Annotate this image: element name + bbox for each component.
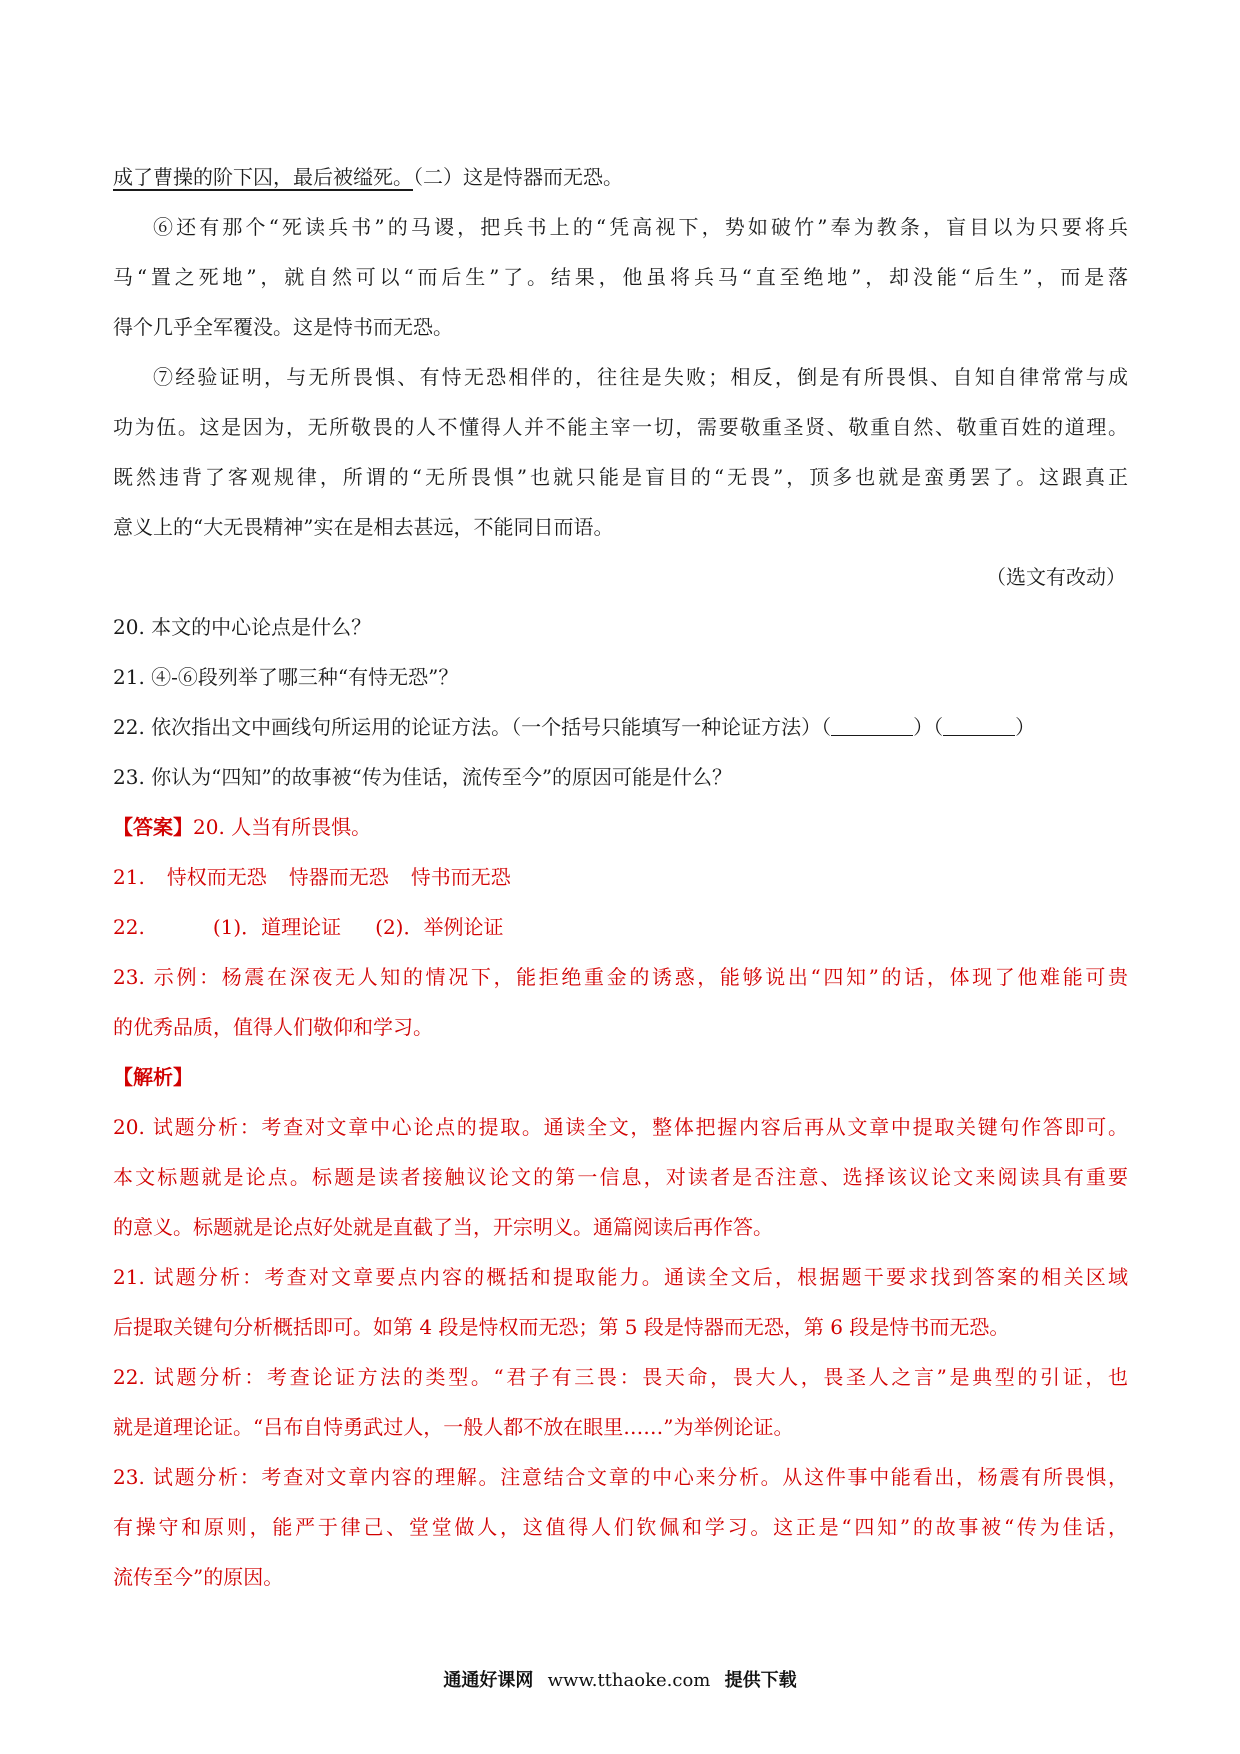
- answer-blank-1: [831, 713, 913, 736]
- answer-21-num: 21.: [113, 865, 145, 889]
- document-body: [113, 152, 1128, 1602]
- analysis-20-line2: 本文标题就是论点。标题是读者接触议论文的第一信息，对读者是否注意、选择该议论文来阅读具有重要: [113, 1165, 1128, 1189]
- analysis-23-line2: 有操守和原则，能严于律己、堂堂做人，这值得人们钦佩和学习。这正是“四知”的故事被“传为佳话，: [113, 1515, 1128, 1539]
- answer-22-item-1: (1)．道理论证: [212, 915, 342, 939]
- question-22-text: 22. 依次指出文中画线句所运用的论证方法。（一个括号只能填写一种论证方法）（: [113, 715, 832, 739]
- analysis-label: 【解析】: [113, 1065, 193, 1089]
- answer-20-text: 20. 人当有所畏惧。: [193, 815, 372, 839]
- passage-p7-line2: 功为伍。这是因为，无所敬畏的人不懂得人并不能主宰一切，需要敬重圣贤、敬重自然、敬重百姓的道理。: [113, 415, 1128, 439]
- answer-21-item-1: 恃权而无恐: [166, 865, 267, 889]
- page-footer: [0, 1666, 1240, 1692]
- analysis-23-line1: 23. 试题分析：考查对文章内容的理解。注意结合文章的中心来分析。从这件事中能看出，杨震有所畏惧，: [113, 1465, 1128, 1489]
- analysis-20-line3: 的意义。标题就是论点好处就是直截了当，开宗明义。通篇阅读后再作答。: [113, 1215, 773, 1239]
- question-21: 21. ④-⑥段列举了哪三种“有恃无恐”？: [113, 665, 459, 689]
- answer-22-num: 22.: [113, 915, 145, 939]
- analysis-22-line1: 22. 试题分析：考查论证方法的类型。“君子有三畏：畏天命，畏大人，畏圣人之言”是典型的引证，也: [113, 1365, 1128, 1389]
- answer-22-item-2: (2)．举例论证: [375, 915, 504, 939]
- answer-21-item-2: 恃器而无恐: [288, 865, 389, 889]
- answer-22: [113, 902, 1128, 952]
- question-22: [113, 702, 1128, 752]
- answer-21-item-3: 恃书而无恐: [410, 865, 511, 889]
- answer-23-line1: 23. 示例：杨震在深夜无人知的情况下，能拒绝重金的诱惑，能够说出“四知”的话，体现了他难能可贵: [113, 965, 1128, 989]
- footer-suffix: 提供下载: [724, 1670, 797, 1691]
- analysis-23-line3: 流传至今”的原因。: [113, 1565, 284, 1589]
- footer-url-link[interactable]: www.tthaoke.com: [547, 1670, 711, 1691]
- question-22-mid: ）（: [913, 715, 944, 739]
- passage-p6-line2: 马“置之死地”，就自然可以“而后生”了。结果，他虽将兵马“直至绝地”，却没能“后生”，而是落: [113, 265, 1128, 289]
- question-20: 20. 本文的中心论点是什么？: [113, 615, 372, 639]
- answer-21: [113, 852, 1128, 902]
- analysis-21-line1: 21. 试题分析：考查对文章要点内容的概括和提取能力。通读全文后，根据题干要求找到答案的相关区域: [113, 1265, 1128, 1289]
- passage-p6-line1: ⑥还有那个“死读兵书”的马谡，把兵书上的“凭高视下，势如破竹”奉为教条，盲目以为只要将兵: [153, 215, 1128, 239]
- question-22-end: ）: [1015, 715, 1036, 739]
- passage-p7-line4: 意义上的“大无畏精神”实在是相去甚远，不能同日而语。: [113, 515, 614, 539]
- passage-p7-line1: ⑦经验证明，与无所畏惧、有恃无恐相伴的，往往是失败；相反，倒是有所畏惧、自知自律常常与成: [153, 365, 1128, 389]
- answer-label: 【答案】: [113, 815, 193, 839]
- passage-p6-line3: 得个几乎全军覆没。这是恃书而无恐。: [113, 315, 453, 339]
- question-23: 23. 你认为“四知”的故事被“传为佳话，流传至今”的原因可能是什么？: [113, 765, 733, 789]
- answer-20: [113, 802, 1128, 852]
- passage-p5-tail: （二）这是恃器而无恐。: [413, 165, 623, 189]
- analysis-22-line2: 就是道理论证。“吕布自恃勇武过人，一般人都不放在眼里……”为举例论证。: [113, 1415, 794, 1439]
- passage-p7-line3: 既然违背了客观规律，所谓的“无所畏惧”也就只能是盲目的“无畏”，顶多也就是蛮勇罢了。这跟真正: [113, 465, 1128, 489]
- answer-23-line2: 的优秀品质，值得人们敬仰和学习。: [113, 1015, 433, 1039]
- underlined-sentence: 成了曹操的阶下囚，最后被缢死。: [113, 165, 413, 189]
- analysis-21-line2: 后提取关键句分析概括即可。如第 4 段是恃权而无恐；第 5 段是恃器而无恐，第 6 段是恃书而无恐。: [113, 1315, 1010, 1339]
- footer-site-name: 通通好课网: [443, 1670, 534, 1691]
- answer-blank-2: [943, 713, 1015, 736]
- source-note: （选文有改动）: [986, 565, 1126, 589]
- analysis-20-line1: 20. 试题分析：考查对文章中心论点的提取。通读全文，整体把握内容后再从文章中提取关键句作答即可。: [113, 1115, 1128, 1139]
- passage-p5-end: [113, 152, 1128, 202]
